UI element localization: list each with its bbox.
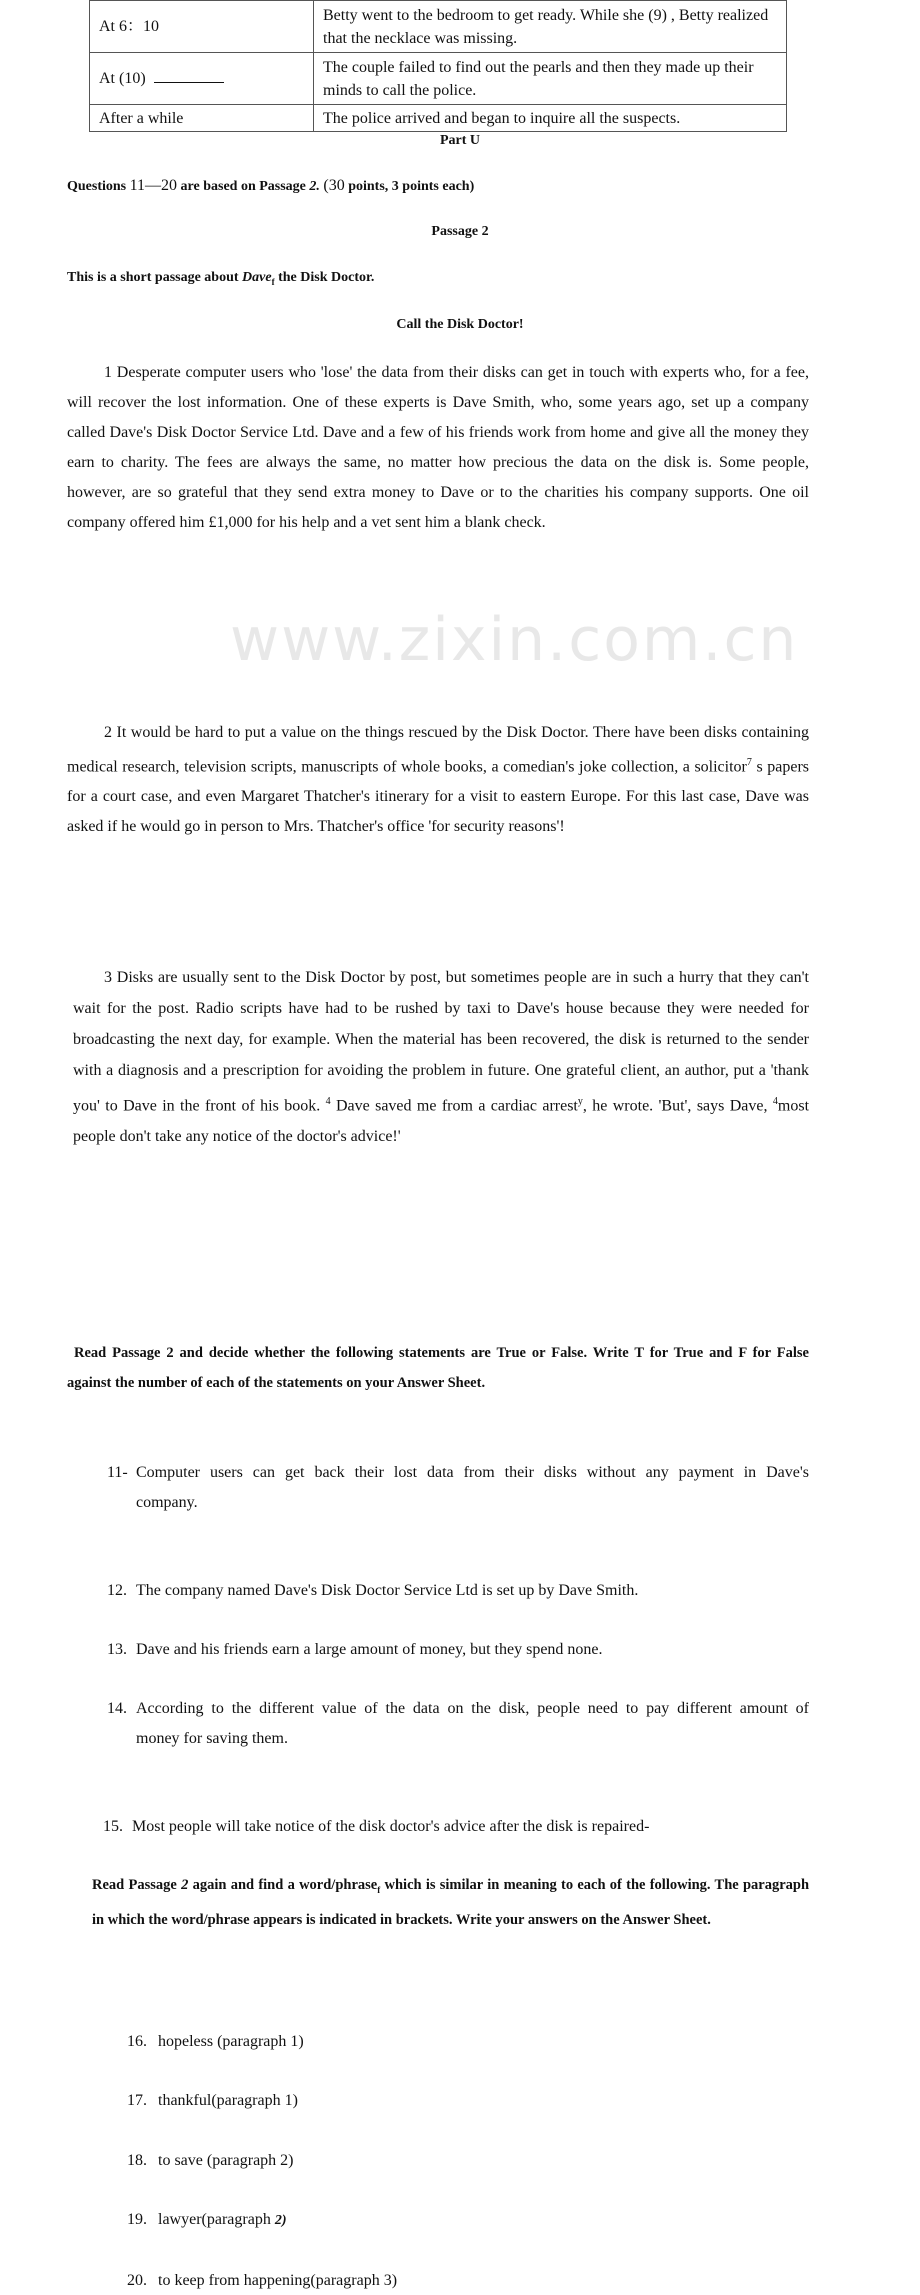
questions-passage: 2. [309, 179, 320, 194]
table-row [90, 53, 787, 105]
list-item [107, 1694, 809, 1753]
instr2-c: again and find a word/phrase [192, 1876, 378, 1893]
paragraph-2-text-b: s papers for a court case, and even Margaret Thatcher's itinerary for a visit to eastern Europe. For this last case, Dave was asked if he would go in person to Mrs. Thatcher's office 'for security reasons'! [67, 758, 810, 836]
item-number: 12. [107, 1582, 127, 1600]
item-text-tail: 2) [274, 2213, 287, 2229]
item-number: 14. [107, 1700, 127, 1718]
item-text: hopeless (paragraph 1) [158, 2032, 304, 2050]
instr2-sub: f [377, 1884, 381, 1895]
part-title: Part U [439, 133, 481, 148]
paragraph-3 [73, 962, 809, 1152]
paragraph-2 [67, 718, 809, 842]
item-text: to keep from happening(paragraph 3) [158, 2271, 398, 2289]
list-item [127, 2086, 920, 2116]
table-cell-event: The police arrived and began to inquire all the suspects. [314, 105, 787, 132]
list-item [107, 1458, 809, 1517]
questions-rest: points, 3 points each) [348, 179, 475, 194]
item-text: to save (paragraph 2) [158, 2151, 294, 2169]
item-text: thankful(paragraph 1) [158, 2092, 298, 2110]
table-cell-event: Betty went to the bedroom to get ready. While she (9) , Betty realized that the necklace was missing. [314, 1, 787, 53]
list-item [127, 2205, 920, 2236]
passage-intro [67, 270, 920, 287]
paragraph-3-text-b: Dave saved me from a cardiac arrest [330, 1097, 578, 1115]
list-item [107, 1576, 920, 1606]
intro-text-2: the Disk Doctor. [278, 270, 375, 285]
questions-points: (30 [323, 177, 345, 194]
answer-blank [154, 68, 224, 83]
article-title: Call the Disk Doctor! [396, 316, 524, 332]
table-cell-time: After a while [90, 105, 314, 132]
item-text: The company named Dave's Disk Doctor Service Ltd is set up by Dave Smith. [136, 1582, 639, 1600]
passage-title: Passage 2 [431, 224, 489, 239]
item-number: 19. [127, 2211, 147, 2229]
table-row [90, 105, 787, 132]
paragraph-3-text-a: 3 Disks are usually sent to the Disk Doctor by post, but sometimes people are in such a hurry that they can't wait for the post. Radio scripts have had to be rushed by taxi to Dave's house because they were needed for broadcasting the next day, for example. When the material has been recovered, the disk is returned to the sender with a diagnosis and a prescription for avoiding the problem in future. One grateful client, an author, put a 'thank you' to Dave in the front of his book. [73, 969, 809, 1115]
paragraph-2-text-a: 2 It would be hard to put a value on the things rescued by the Disk Doctor. There have been disks containing medical research, television scripts, manuscripts of whole books, a comedian's joke collection, a solicitor [67, 723, 809, 776]
intro-sub: f [271, 276, 275, 287]
item-text-continued: company. [136, 1493, 198, 1511]
item-text: Dave and his friends earn a large amount of money, but they spend none. [136, 1640, 603, 1658]
list-item [127, 2146, 920, 2176]
item-text: Computer users can get back their lost data from their disks without any payment in Dave's [136, 1464, 809, 1482]
instr2-a: Read Passage [92, 1876, 177, 1893]
item-number: 17. [127, 2092, 147, 2110]
paragraph-3-sup-2: y [577, 1096, 583, 1108]
table-cell-time: At 6：10 [90, 1, 314, 53]
paragraph-3-sup-3: 4 [772, 1096, 778, 1108]
list-item [127, 2027, 920, 2057]
item-number: 11- [107, 1464, 128, 1482]
time-label: At (10) [99, 70, 146, 87]
instr2-d: which is similar in meaning to each of the following. The paragraph in which the word/phrase appears is indicated in brackets. Write your answers on the Answer Sheet. [92, 1876, 810, 1928]
item-text: According to the different value of the data on the disk, people need to pay different amount of [136, 1700, 809, 1718]
intro-name: Dave [242, 270, 272, 285]
paragraph-3-text-d: most people don't take any notice of the doctor's advice!' [73, 1097, 810, 1146]
item-number: 20. [127, 2271, 147, 2289]
paragraph-2-sup: 7 [746, 756, 752, 768]
table-cell-event: The couple failed to find out the pearls and then they made up their minds to call the police. [314, 53, 787, 105]
item-number: 16. [127, 2032, 147, 2050]
questions-range: 11—20 [129, 177, 178, 194]
item-number: 18. [127, 2151, 147, 2169]
list-item [107, 1635, 920, 1665]
list-item [103, 1812, 920, 1842]
table-row [90, 1, 787, 53]
item-number: 13. [107, 1640, 127, 1658]
questions-middle: are based on Passage [180, 179, 306, 194]
instruction-true-false: Read Passage 2 and decide whether the following statements are True or False. Write T for True and F for False against the number of each of the statements on your Answer Sheet. [67, 1345, 809, 1392]
questions-header [67, 177, 920, 195]
paragraph-3-text-c: , he wrote. 'But', says Dave, [582, 1097, 768, 1115]
questions-prefix: Questions [67, 179, 127, 194]
item-number: 15. [103, 1818, 123, 1836]
list-item [127, 2266, 920, 2295]
table-cell-time [90, 53, 314, 105]
timeline-table [89, 0, 787, 132]
watermark: www.zixin.com.cn [230, 605, 799, 675]
item-text-continued: money for saving them. [136, 1729, 288, 1747]
instruction-vocabulary [92, 1870, 809, 1935]
instr2-b: 2 [181, 1876, 189, 1893]
item-text: Most people will take notice of the disk doctor's advice after the disk is repaired- [132, 1818, 650, 1836]
paragraph-3-sup-1: 4 [325, 1096, 331, 1108]
intro-text: This is a short passage about [67, 270, 239, 285]
paragraph-1: 1 Desperate computer users who 'lose' the data from their disks can get in touch with experts who, for a fee, will recover the lost information. One of these experts is Dave Smith, who, some years ago, set up a company called Dave's Disk Doctor Service Ltd. Dave and a few of his friends work from home and give all the money they earn to charity. The fees are always the same, no matter how precious the data on the disk is. Some people, however, are so grateful that they send extra money to Dave or to the charities his company supports. One oil company offered him £1,000 for his help and a vet sent him a blank check. [67, 363, 809, 531]
item-text: lawyer(paragraph [158, 2211, 271, 2229]
